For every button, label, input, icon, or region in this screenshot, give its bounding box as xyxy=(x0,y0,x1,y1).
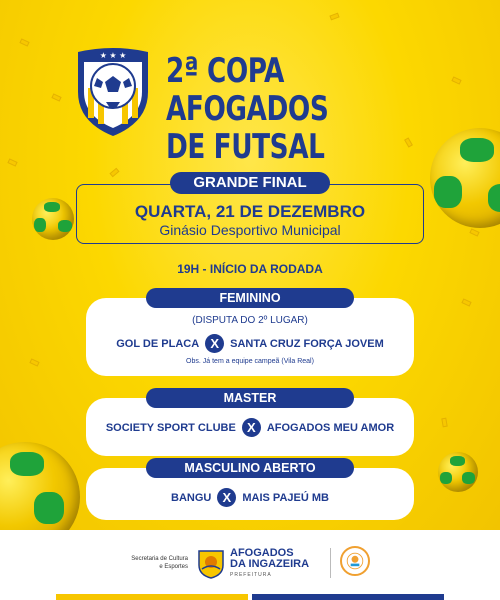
confetti xyxy=(51,93,61,101)
team-a: SOCIETY SPORT CLUBE xyxy=(105,421,236,434)
match-feminino xyxy=(86,334,414,353)
confetti xyxy=(451,76,461,84)
confetti xyxy=(461,298,471,306)
confetti xyxy=(7,158,17,166)
confetti xyxy=(441,418,447,428)
confetti xyxy=(29,358,39,366)
versus-icon: X xyxy=(205,334,224,353)
footer-divider xyxy=(330,548,331,578)
category-note-top: (DISPUTA DO 2º LUGAR) xyxy=(192,315,308,326)
team-b: MAIS PAJEÚ MB xyxy=(242,491,329,504)
team-a: BANGU xyxy=(171,491,212,504)
category-label-masculino: MASCULINO ABERTO xyxy=(146,458,354,478)
soccer-ball-icon xyxy=(0,442,80,530)
team-a: GOL DE PLACA xyxy=(116,337,200,350)
final-label: GRANDE FINAL xyxy=(170,172,330,194)
versus-icon: X xyxy=(242,418,261,437)
title-line-1: 2ª COPA AFOGADOS xyxy=(166,51,329,129)
start-time: 19H - INÍCIO DA RODADA xyxy=(177,262,323,276)
team-b: AFOGADOS MEU AMOR xyxy=(266,421,395,434)
city-line-1: AFOGADOS xyxy=(230,547,294,559)
footer-bar-yellow xyxy=(56,594,248,600)
shield-logo-icon xyxy=(70,42,156,138)
team-b: SANTA CRUZ FORÇA JOVEM xyxy=(230,337,384,350)
city-line-2: DA INGAZEIRA xyxy=(230,558,310,570)
confetti xyxy=(109,168,119,178)
city-crest-icon xyxy=(196,547,226,579)
soccer-ball-icon xyxy=(438,452,478,492)
final-date: QUARTA, 21 DE DEZEMBRO xyxy=(134,202,366,221)
svg-text:★ ★ ★: ★ ★ ★ xyxy=(99,51,127,60)
versus-icon: X xyxy=(217,488,236,507)
match-master xyxy=(86,418,414,437)
footer-bar-blue xyxy=(252,594,444,600)
city-name xyxy=(230,548,330,570)
prefeitura-label: PREFEITURA xyxy=(230,572,272,578)
seal-icon xyxy=(340,546,370,576)
secretaria-label: Secretaria de Cultura e Esportes xyxy=(131,556,188,570)
final-venue: Ginásio Desportivo Municipal xyxy=(159,222,341,238)
confetti xyxy=(19,38,29,46)
match-masculino xyxy=(86,488,414,507)
category-note-bottom: Obs. Já tem a equipe campeã (Vila Real) xyxy=(186,358,314,365)
category-label-master: MASTER xyxy=(146,388,354,408)
event-title xyxy=(166,52,424,166)
category-label-feminino: FEMININO xyxy=(146,288,354,308)
title-line-2: DE FUTSAL xyxy=(166,127,325,167)
confetti xyxy=(329,13,339,21)
